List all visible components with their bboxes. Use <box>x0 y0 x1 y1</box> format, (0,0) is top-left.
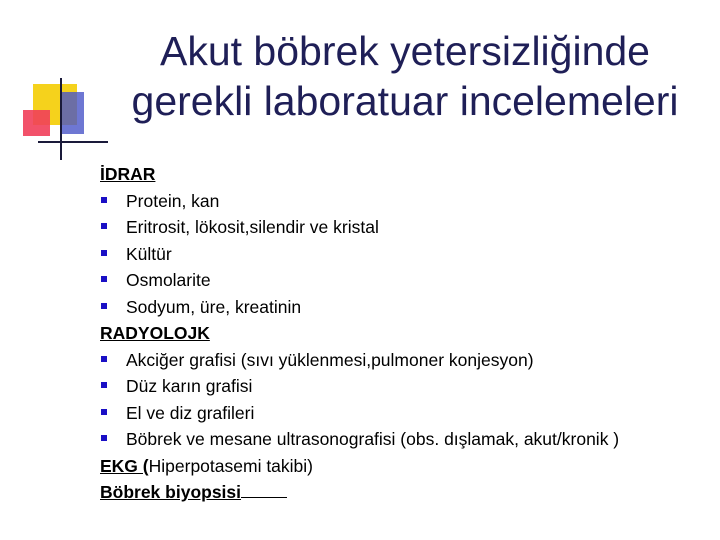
ekg-note: Hiperpotasemi takibi) <box>148 455 313 476</box>
square-bullet-icon <box>101 435 107 441</box>
square-bullet-icon <box>101 276 107 282</box>
underline-blank <box>241 479 287 498</box>
deco-blue-square <box>60 92 84 134</box>
radyoloji-heading: RADYOLOJK <box>100 323 210 343</box>
decorative-squares <box>0 0 110 170</box>
square-bullet-icon <box>101 382 107 388</box>
list-item <box>100 241 715 268</box>
section-idrar <box>100 161 715 188</box>
slide-body <box>100 161 715 506</box>
list-item-text: Böbrek ve mesane ultrasonografisi (obs. dışlamak, akut/kronik ) <box>126 429 620 449</box>
list-item-text: Osmolarite <box>126 270 211 290</box>
section-ekg <box>100 453 715 480</box>
list-item <box>100 400 715 427</box>
list-item <box>100 294 715 321</box>
square-bullet-icon <box>101 223 107 229</box>
list-item-text: Protein, kan <box>126 190 220 211</box>
square-bullet-icon <box>101 197 107 203</box>
list-item-text: Düz karın grafisi <box>126 376 253 396</box>
square-bullet-icon <box>101 409 107 415</box>
ekg-heading: EKG ( <box>100 455 149 476</box>
list-item <box>100 214 715 241</box>
square-bullet-icon <box>101 356 107 362</box>
list-item <box>100 373 715 400</box>
list-item <box>100 267 715 294</box>
list-item-text: Akciğer grafisi (sıvı yüklenmesi,pulmoner konjesyon) <box>126 349 534 370</box>
list-item <box>100 426 715 453</box>
list-item-text: El ve diz grafileri <box>126 402 255 423</box>
section-biopsy <box>100 479 715 506</box>
list-item-text: Kültür <box>126 243 172 264</box>
list-item-text: Eritrosit, lökosit,silendir ve kristal <box>126 217 379 237</box>
list-item <box>100 347 715 374</box>
biopsy-heading: Böbrek biyopsisi <box>100 482 242 502</box>
square-bullet-icon <box>101 250 107 256</box>
title-line-2: gerekli laboratuar incelemeleri <box>131 78 679 124</box>
idrar-heading: İDRAR <box>100 164 156 184</box>
square-bullet-icon <box>101 303 107 309</box>
title-line-1: Akut böbrek yetersizliğinde <box>160 28 650 74</box>
list-item <box>100 188 715 215</box>
slide-title <box>100 26 710 126</box>
section-radyoloji <box>100 320 715 347</box>
list-item-text: Sodyum, üre, kreatinin <box>126 296 302 317</box>
deco-red-square <box>23 110 50 136</box>
